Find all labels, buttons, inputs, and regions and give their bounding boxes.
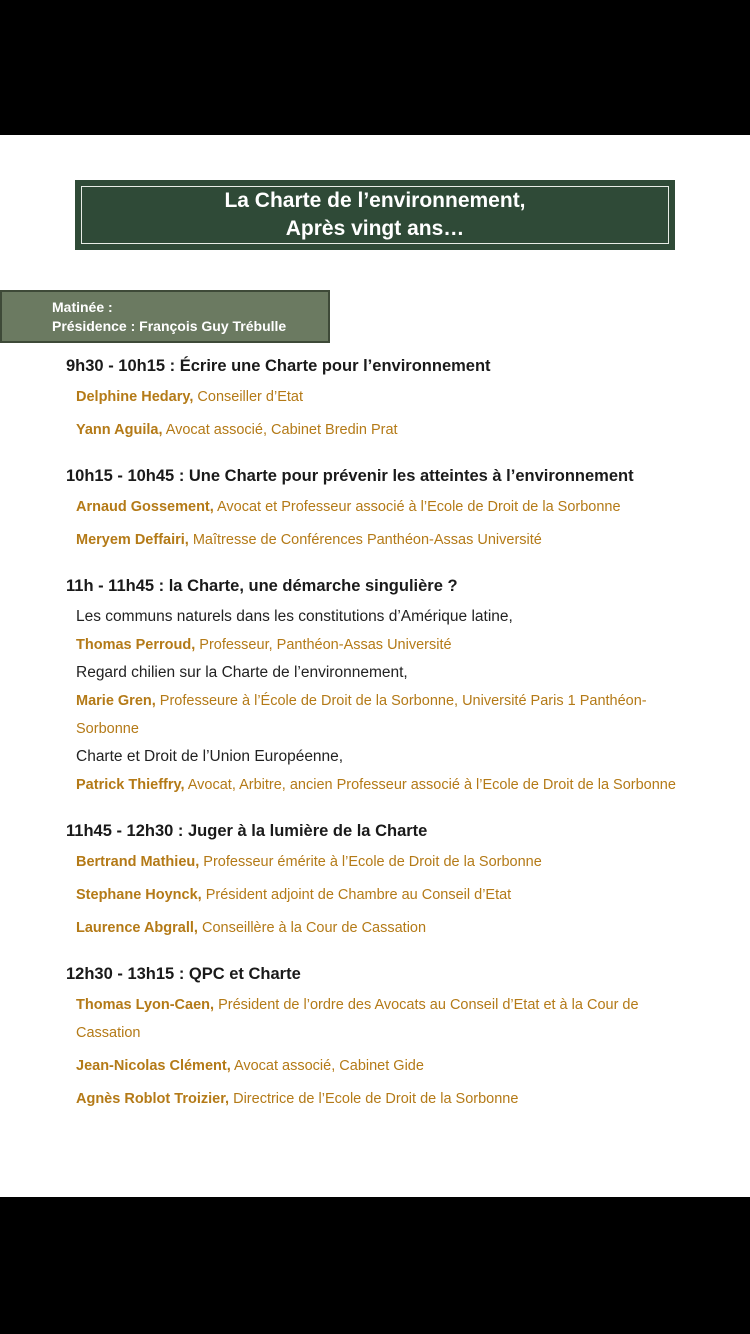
speaker-entry <box>66 991 706 1047</box>
session-banner <box>0 290 330 343</box>
speaker-entry <box>66 914 706 942</box>
speaker-role: Professeure à l’École de Droit de la Sorbonne, Université Paris 1 Panthéon-Sorbonne <box>76 693 647 737</box>
speaker-role: Directrice de l’Ecole de Droit de la Sorbonne <box>229 1091 519 1107</box>
speaker-role: Avocat associé, Cabinet Gide <box>230 1058 424 1074</box>
speaker-role: Conseiller d’Etat <box>193 389 303 405</box>
program-block <box>66 465 706 554</box>
speaker-name: Patrick Thieffry, <box>76 777 185 793</box>
block-title: 11h - 11h45 : la Charte, une démarche singulière ? <box>66 577 458 595</box>
title-frame <box>81 186 669 244</box>
program-block <box>66 355 706 444</box>
speaker-role: Maîtresse de Conférences Panthéon-Assas Université <box>188 532 542 548</box>
talk-topic: Charte et Droit de l’Union Européenne, <box>76 748 344 765</box>
speaker-role: Président adjoint de Chambre au Conseil d’Etat <box>201 887 512 903</box>
speaker-role: Professeur, Panthéon-Assas Université <box>195 637 452 653</box>
speaker-role: Avocat et Professeur associé à l’Ecole de Droit de la Sorbonne <box>213 499 621 515</box>
title-line-1: La Charte de l’environnement, <box>224 189 526 212</box>
speaker-role: Président de l’ordre des Avocats au Conseil d’Etat et à la Cour de Cassation <box>76 997 639 1041</box>
program-content <box>66 355 706 1134</box>
speaker-role: Avocat, Arbitre, ancien Professeur associé à l’Ecole de Droit de la Sorbonne <box>184 777 676 793</box>
title-banner <box>75 180 675 250</box>
speaker-name: Meryem Deffairi, <box>76 532 189 548</box>
speaker-name: Yann Aguila, <box>76 422 163 438</box>
speaker-name: Bertrand Mathieu, <box>76 854 200 870</box>
speaker-name: Agnès Roblot Troizier, <box>76 1091 230 1107</box>
title-line-2: Après vingt ans… <box>285 217 465 240</box>
session-presidence: Présidence : François Guy Trébulle <box>52 318 287 334</box>
speaker-entry <box>66 493 706 521</box>
speaker-entry <box>66 1085 706 1113</box>
speaker-name: Thomas Lyon-Caen, <box>76 997 215 1013</box>
speaker-name: Jean-Nicolas Clément, <box>76 1058 231 1074</box>
speaker-name: Stephane Hoynck, <box>76 887 202 903</box>
speaker-name: Laurence Abgrall, <box>76 920 198 936</box>
speaker-entry <box>66 383 706 411</box>
speaker-entry <box>66 631 706 659</box>
program-block <box>66 963 706 1113</box>
speaker-role: Conseillère à la Cour de Cassation <box>197 920 427 936</box>
speaker-name: Arnaud Gossement, <box>76 499 214 515</box>
speaker-entry <box>66 1052 706 1080</box>
block-title: 9h30 - 10h15 : Écrire une Charte pour l’environnement <box>66 357 491 375</box>
speaker-entry <box>66 416 706 444</box>
speaker-entry <box>66 526 706 554</box>
speaker-entry <box>66 881 706 909</box>
block-title: 11h45 - 12h30 : Juger à la lumière de la Charte <box>66 822 428 840</box>
program-block <box>66 820 706 942</box>
program-block <box>66 575 706 799</box>
block-title: 10h15 - 10h45 : Une Charte pour prévenir les atteintes à l’environnement <box>66 467 634 485</box>
talk-topic: Les communs naturels dans les constitutions d’Amérique latine, <box>76 608 513 625</box>
speaker-name: Thomas Perroud, <box>76 637 196 653</box>
program-page <box>0 135 750 1197</box>
speaker-name: Delphine Hedary, <box>76 389 194 405</box>
speaker-entry <box>66 848 706 876</box>
speaker-role: Professeur émérite à l’Ecole de Droit de la Sorbonne <box>199 854 542 870</box>
speaker-name: Marie Gren, <box>76 693 156 709</box>
speaker-entry <box>66 687 706 743</box>
speaker-role: Avocat associé, Cabinet Bredin Prat <box>162 422 398 438</box>
session-label: Matinée : <box>52 299 113 315</box>
talk-topic: Regard chilien sur la Charte de l’environnement, <box>76 664 408 681</box>
speaker-entry <box>66 771 706 799</box>
block-title: 12h30 - 13h15 : QPC et Charte <box>66 965 301 983</box>
